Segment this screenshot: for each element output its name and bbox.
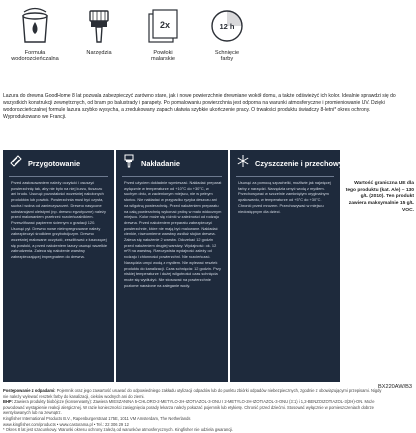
disposal-note xyxy=(3,388,383,399)
panel-cleaning-storage xyxy=(230,150,364,382)
feature-label: Formuła wodorozcieńczalna xyxy=(11,50,59,63)
bhp-text: Zawiera produkty biobójcze (konserwanty): Zawiera MIESZANINA 5-CHLORO-2-METYLO-2H-IZOTIAZOL-3-ONU I 2-METYLO-2H-IZOTIAZOL-3-ONU (3:1) i 1,2-BENZOIZOTIAZOL-3(2H)-ON. Może powodować wystąpienie reakcji alergicznej. W razie konieczności zasięgnięcia porady lekarza należy pokazać pojemnik lub etykietę. Chronić przed dziećmi. Stosować wyłącznie w pomieszczeniach dobrze wentylowanych lub na zewnątrz. xyxy=(3,399,375,416)
safety-note xyxy=(3,399,383,416)
layers-2x-icon xyxy=(144,4,182,48)
panel-header xyxy=(116,150,228,173)
voc-limit-note: Wartość graniczna UE dla tego produktu (kat. A/e) – 130 g/L (2010). Ten produkt zawiera maksymalnie 15 g/L VOC. xyxy=(345,181,414,213)
product-code: BX220AW/B3 xyxy=(378,384,412,390)
panel-text: Przed zastosowaniem należy oczyścić i osuszyć powierzchnię tak, aby nie było na niej kurzu, tłuszczu ani brudu. Usunąć pozostałości wcześniej nałożonych produktów lub powłok. Powierzchnia musi być czysta, sucha i wolna od zanieczyszczeń. Drewno nasycone substancjami oleistymi (np. drewno egzotyczne) należy przed malowaniem przetrzeć rozcieńczalnikiem. Przeszlifować papierem ściernym o gradacji 120. Usunąć pył. Drewno nowe nieimpregnowane należy zabezpieczyć środkiem grzybobójczym. Drewno wcześniej malowane oczyścić, zeszlifować z łuszczącej się powłoki, a przed nałożeniem lazury usunąć wszelkie zabrudzenia. Zaleca się nałożenie warstwy zabezpieczającej impregnatem do drewna. xyxy=(11,180,108,260)
panel-header xyxy=(230,150,364,173)
feature-label: Schnięcie farby xyxy=(214,50,240,63)
panel-application xyxy=(116,150,228,382)
paint-can-icon xyxy=(16,4,54,48)
panel-text: Przed użyciem dokładnie wymieszać. Nakładać preparat wyłącznie w temperaturze od +10°C do +30°C, w suchym dniu, w zacienionym miejscu, nie w pełnym słońcu. Nie nakładać w przypadku ryzyka deszczu ani na wilgotną powierzchnię. Przed nałożeniem preparatu na całą powierzchnię wykonać próbę w mało widocznym miejscu. Kolor może się różnić w zależności od rodzaju drewna. Przed nałożeniem preparatu zabezpieczyć powierzchnie, które nie mają być malowane. Nakładać cienkie, równomierne warstwy wzdłuż słojów drewna. Zaleca się nałożenie 2 warstw. Odczekać 12 godzin przed nałożeniem drugiej warstwy. Wydajność: ok. 12 m²/l na warstwę. Rzeczywista wydajność zależy od rodzaju i chłonności powierzchni. Nie rozcieńczać. Narzędzia umyć wodą z mydłem. Nie wylewać resztek produktu do kanalizacji. Czas schnięcia: 12 godzin. Przy niskiej temperaturze i dużej wilgotności czas schnięcia może się wydłużyć. Nie stosować na powierzchnie poziome narażone na zaleganie wody. xyxy=(124,180,222,288)
sandpaper-icon xyxy=(9,154,23,173)
feature-label: Narzędzia xyxy=(86,50,112,56)
feature-drying xyxy=(198,4,256,63)
bhp-label: BHP: xyxy=(3,399,14,405)
feature-label: Powłoki malarskie xyxy=(151,50,175,63)
panel-text: Usunąć za pomocą szpachelki, możliwie jak najwięcej farby z narzędzi. Narzędzia umyć wodą z mydłem. Przechowywać w szczelnie zamkniętym oryginalnym opakowaniu, w temperaturze od +5°C do +30°C. Chronić przed mrozem. Przechowywać w miejscu niedostępnym dla dzieci. xyxy=(238,180,331,214)
snowflake-icon xyxy=(236,154,250,173)
company-website: www.kingfisher.com/products • www.castorama.pl • Tel.: 22 306 29 12 xyxy=(3,421,129,427)
company-address: Kingfisher International Products B.V., Rapenburgerstraat 175E, 1011 VM Amsterdam, The Netherlands xyxy=(3,415,191,421)
panel-body xyxy=(116,177,228,288)
feature-water-based xyxy=(6,4,64,63)
panel-title: Czyszczenie i przechowywanie xyxy=(255,158,364,168)
feature-coats xyxy=(134,4,192,63)
panel-preparation xyxy=(3,150,114,382)
feature-tools xyxy=(70,4,128,56)
brush-icon xyxy=(80,4,118,48)
disposal-text: Pojemnik oraz jego zawartość usuwać do odpowiedniego zakładu utylizacji odpadów lub do punktu zbiórki odpadów niebezpiecznych, zgodnie z obowiązującymi przepisami. Nigdy nie należy wylewać resztek farby do kanalizacji, cieków wodnych ani do ziemi. xyxy=(3,388,382,399)
feature-icons xyxy=(6,4,266,88)
panel-body xyxy=(230,177,340,214)
layers-badge: 2x xyxy=(159,20,171,30)
panel-title: Nakładanie xyxy=(141,158,181,168)
drying-time-icon xyxy=(208,4,246,48)
footer xyxy=(3,388,383,433)
disposal-label: Postępowanie z odpadami: xyxy=(3,388,56,393)
panel-header xyxy=(3,150,114,173)
panel-title: Przygotowanie xyxy=(28,158,81,168)
warranty-note: * Okres 8 lat jest szacunkowy. Warunki okresu ochrony zależą od warunków atmosferycznych. Kingfisher nie udziela gwarancji. xyxy=(3,427,234,433)
product-description: Lazura do drewna GoodHome 8 lat pozwala zabezpieczyć zarówno stare, jak i nowe powierzchnie drewniane wokół domu, a także odświeżyć ich kolor. Idealnie sprawdzi się do wszystkich konstrukcji zewnętrznych, od bram po balustrady i parapety. Po pomalowaniu powierzchnia jest odporna na warunki atmosferyczne i promieniowanie UV. Dzięki wodorozcieńczalnej formule lazura szybko wysycha, a zredukowany zapach ułatwia szybkie ukończenie pracy. O trwałości produktu świadczy 8-letni* okres ochrony. Wyprodukowano we Francji. xyxy=(3,93,396,120)
panel-body xyxy=(3,177,114,260)
drying-value: 12 h xyxy=(219,22,235,31)
brush-icon xyxy=(122,154,136,173)
